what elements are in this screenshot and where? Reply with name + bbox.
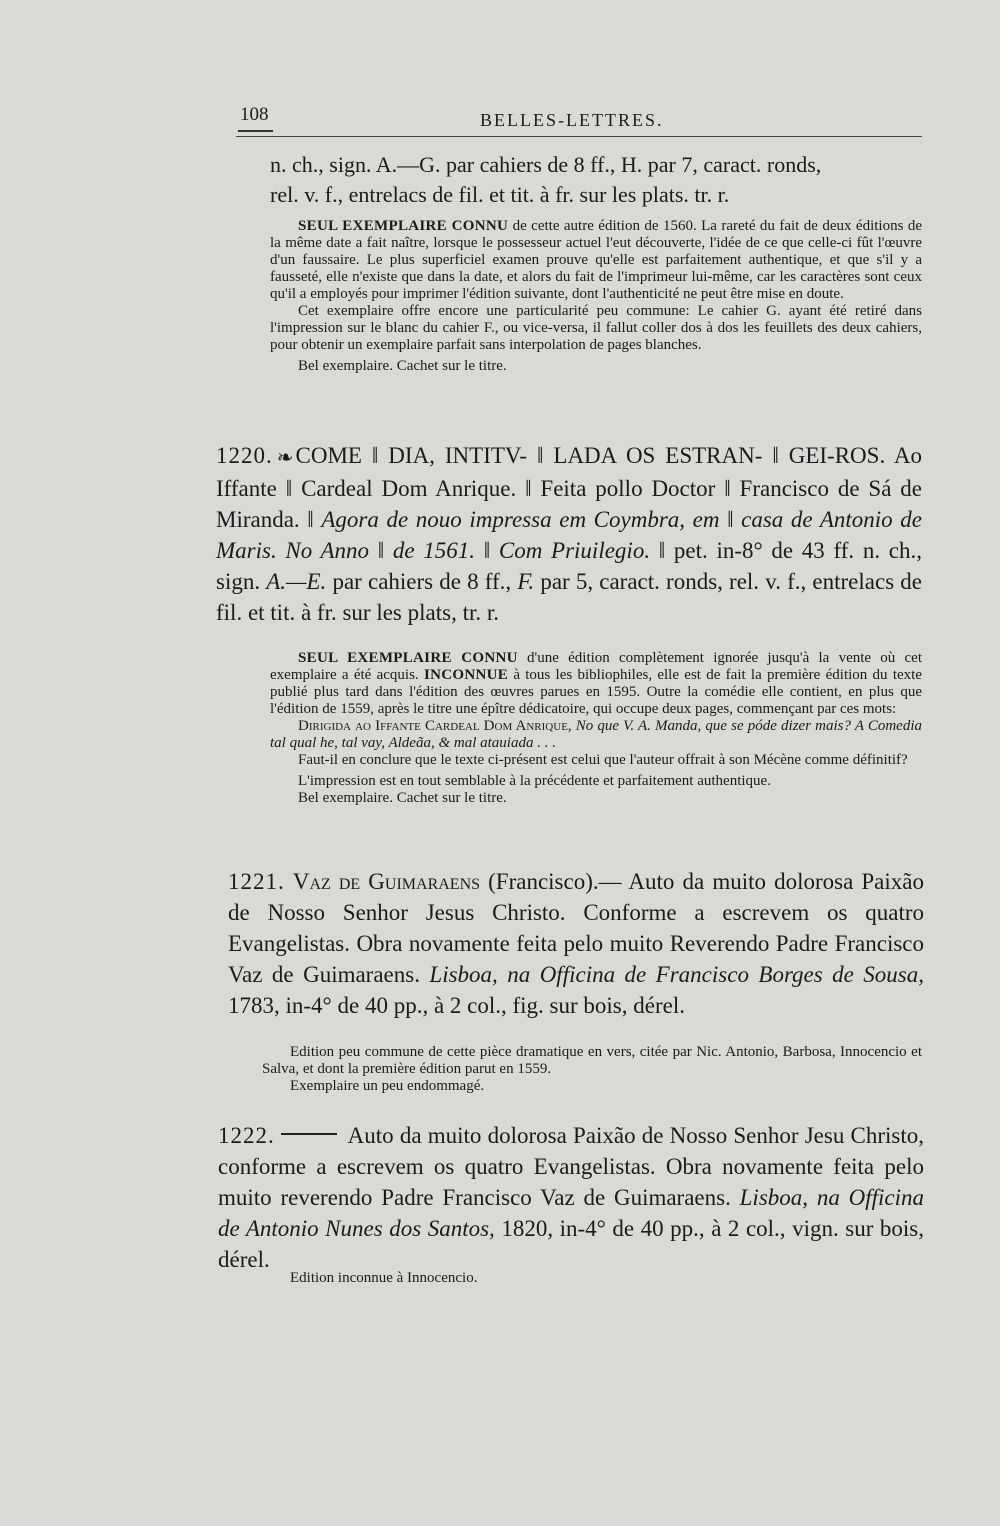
entry-1220-note bbox=[270, 650, 922, 807]
entry-1222-note bbox=[262, 1270, 914, 1287]
entry-continuation-line-1: n. ch., sign. A.—G. par cahiers de 8 ff., H. par 7, caract. ronds, bbox=[270, 152, 822, 177]
entry-number: 1220. bbox=[216, 443, 273, 468]
note-paragraph: SEUL EXEMPLAIRE CONNU de cette autre édition de 1560. La rareté du fait de deux éditions de la même date a fait naître, lorsque le possesseur actuel l'eut découverte, l'idée de ce que celle-ci fût l'œuvre d'un faussaire. Le plus superficiel examen prouve qu'elle est parfaitement authentique, et que s'il y a fausseté, elle n'existe que dans la date, et alors du fait de l'imprimeur lui-même, car les caractères sont ceux qu'il a employés pour imprimer l'édition suivante, dont l'authenticité ne peut être mise en doute. bbox=[270, 218, 922, 302]
note-paragraph: Bel exemplaire. Cachet sur le titre. bbox=[298, 790, 507, 806]
note-paragraph: L'impression est en tout semblable à la précédente et parfaitement authentique. bbox=[298, 773, 771, 789]
note-paragraph: Bel exemplaire. Cachet sur le titre. bbox=[298, 358, 507, 374]
note-paragraph: Cet exemplaire offre encore une particularité peu commune: Le cahier G. ayant été retiré dans l'impression sur le blanc du cahier F., ou vice-versa, il fallut coller dos à dos les feuillets des deux cahiers, pour obtenir un exemplaire parfait sans interpolation de pages blanches. bbox=[270, 303, 922, 353]
entry-1221-note bbox=[262, 1044, 922, 1095]
entry-continuation-note bbox=[270, 218, 922, 375]
fleuron-icon: ❧ bbox=[276, 447, 294, 469]
note-paragraph: SEUL EXEMPLAIRE CONNU d'une édition complètement ignorée jusqu'à la vente où cet exemplaire a été acquis. INCONNUE à tous les bibliophiles, elle est de fait la première édition du texte publié plus tard dans l'édition des œuvres parues en 1595. Outre la comédie elle contient, en plus que l'édition de 1559, après le titre une épître dédicatoire, qui occupe deux pages, commençant par ces mots: bbox=[270, 650, 922, 717]
note-paragraph: Exemplaire un peu endommagé. bbox=[290, 1078, 485, 1094]
note-paragraph: Faut-il en conclure que le texte ci-présent est celui que l'auteur offrait à son Mécène comme définitif? bbox=[298, 752, 908, 768]
entry-1222-text: 1222. Auto da muito dolorosa Paixão de Nosso Senhor Jesu Christo, conforme a escrevem os quatro Evangelistas. Obra novamente feita pelo muito reverendo Padre Francisco Vaz de Guimaraens. Lisboa, na Officina de Antonio Nunes dos Santos, 1820, in-4° de 40 pp., à 2 col., vign. sur bois, dérel. bbox=[218, 1123, 924, 1272]
running-title: BELLES-LETTRES. bbox=[480, 110, 664, 130]
entry-number: 1222. bbox=[218, 1123, 275, 1148]
page-number: 108 bbox=[240, 104, 269, 125]
entry-continuation-line-2: rel. v. f., entrelacs de fil. et tit. à fr. sur les plats. tr. r. bbox=[270, 182, 730, 207]
entry-1221 bbox=[228, 866, 924, 1021]
running-head bbox=[236, 104, 922, 137]
note-quotation: Dirigida ao Iffante Cardeal Dom Anrique, No que V. A. Manda, que se póde dizer mais? A Comedia tal qual he, tal vay, Aldeãa, & mal atauiada . . . bbox=[270, 718, 922, 751]
entry-1220 bbox=[216, 440, 922, 628]
note-paragraph: Edition peu commune de cette pièce dramatique en vers, citée par Nic. Antonio, Barbosa, Innocencio et Salva, et dont la première édition parut en 1559. bbox=[262, 1044, 922, 1077]
entry-number: 1221. bbox=[228, 869, 285, 894]
entry-1221-text: 1221. Vaz de Guimaraens (Francisco).— Auto da muito dolorosa Paixão de Nosso Senhor Jesus Christo. Conforme a escrevem os quatro Evangelistas. Obra novamente feita pelo muito Reverendo Padre Francisco Vaz de Guimaraens. Lisboa, na Officina de Francisco Borges de Sousa, 1783, in-4° de 40 pp., à 2 col., fig. sur bois, dérel. bbox=[228, 869, 925, 1018]
entry-1220-text: 1220. ❧COME ‖ DIA, INTITV- ‖ LADA OS ESTRAN- ‖ GEI-ROS. Ao Iffante ‖ Cardeal Dom Anrique. ‖ Feita pollo Doctor ‖ Francisco de Sá de Miranda. ‖ Agora de nouo impressa em Coymbra, em ‖ casa de Antonio de Maris. No Anno ‖ de 1561. ‖ Com Priuilegio. ‖ pet. in-8° de 43 ff. n. ch., sign. A.—E. par cahiers de 8 ff., F. par 5, caract. ronds, rel. v. f., entrelacs de fil. et tit. à fr. sur les plats, tr. r. bbox=[216, 443, 923, 625]
entry-1222 bbox=[218, 1120, 924, 1275]
note-paragraph: Edition inconnue à Innocencio. bbox=[290, 1270, 478, 1286]
note-lead: SEUL EXEMPLAIRE CONNU bbox=[298, 218, 509, 234]
ditto-dash bbox=[281, 1133, 337, 1135]
entry-continuation bbox=[270, 150, 922, 210]
author-name: Vaz de Guimaraens bbox=[292, 869, 481, 894]
